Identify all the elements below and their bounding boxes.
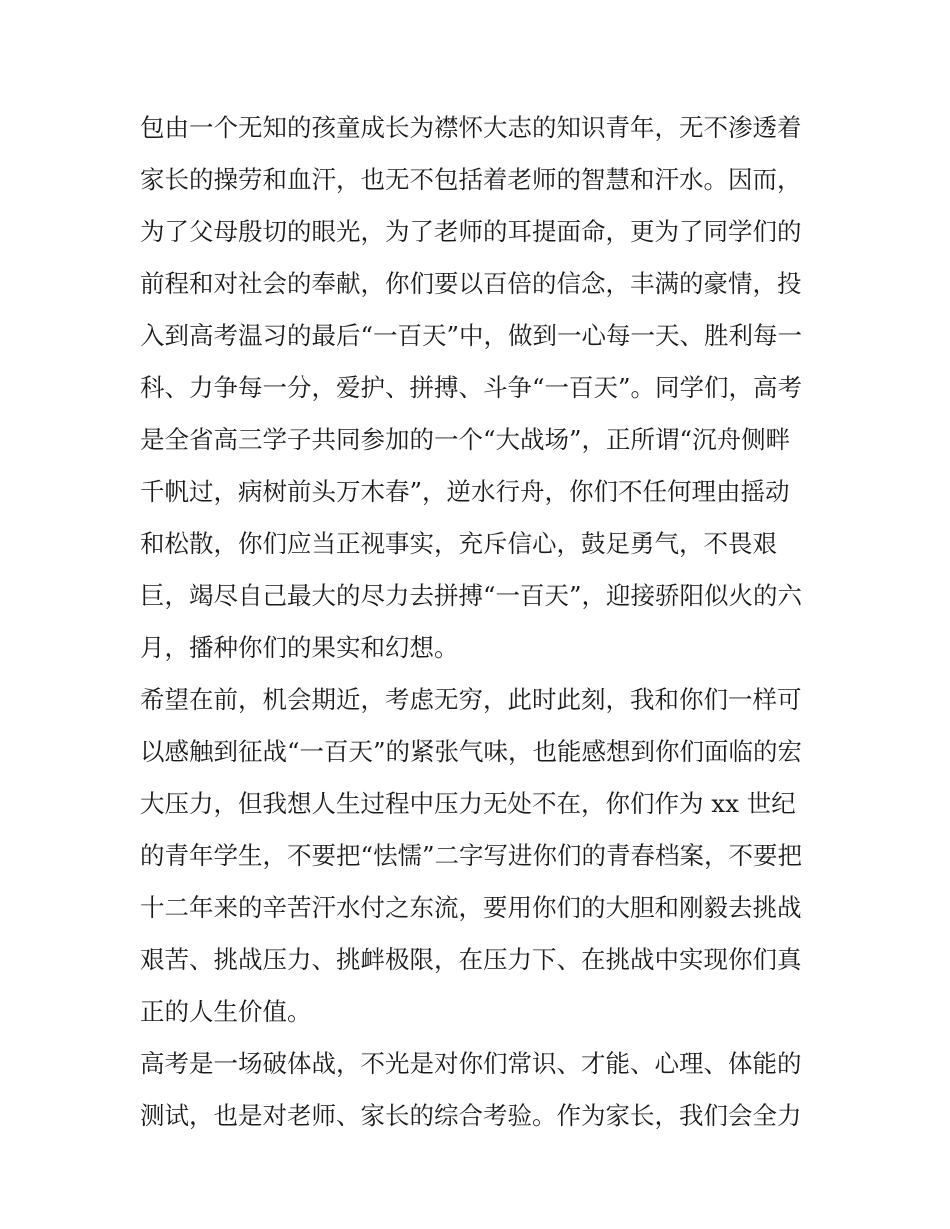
text-line: 希望在前，机会期近，考虑无穷，此时此刻，我和你们一样可 [140, 685, 802, 714]
text-line: 巨，竭尽自己最大的尽力去拼搏“一百天”，迎接骄阳似火的六 [140, 581, 803, 610]
text-line: 十二年来的辛苦汗水付之东流，要用你们的大胆和刚毅去挑战 [140, 893, 802, 922]
document-body [140, 102, 820, 1142]
text-line: 以感触到征战“一百天”的紧张气味，也能感想到你们面临的宏 [140, 737, 803, 766]
text-line: 高考是一场破体战，不光是对你们常识、才能、心理、体能的 [140, 1049, 802, 1078]
text-line: 为了父母殷切的眼光，为了老师的耳提面命，更为了同学们的 [140, 217, 802, 246]
text-line: 测试，也是对老师、家长的综合考验。作为家长，我们会全力 [140, 1101, 802, 1130]
text-line: 和松散，你们应当正视事实，充斥信心，鼓足勇气，不畏艰 [140, 529, 777, 558]
text-line: 入到高考温习的最后“一百天”中，做到一心每一天、胜利每一 [140, 321, 803, 350]
text-line: 家长的操劳和血汗，也无不包括着老师的智慧和汗水。因而， [140, 165, 802, 194]
text-line: 正的人生价值。 [140, 997, 312, 1026]
text-line: 千帆过，病树前头万木春”，逆水行舟，你们不任何理由摇动 [140, 477, 790, 506]
text-line: 科、力争每一分，爱护、拼搏、斗争“一百天”。同学们，高考 [140, 373, 803, 402]
text-line: 的青年学生，不要把“怯懦”二字写进你们的青春档案，不要把 [140, 841, 803, 870]
text-line: 艰苦、挑战压力、挑衅极限，在压力下、在挑战中实现你们真 [140, 945, 802, 974]
text-line: 月，播种你们的果实和幻想。 [140, 633, 459, 662]
text-line: 是全省高三学子共同参加的一个“大战场”，正所谓“沉舟侧畔 [140, 425, 791, 454]
text-line: 前程和对社会的奉献，你们要以百倍的信念，丰满的豪情，投 [140, 269, 802, 298]
text-line: 包由一个无知的孩童成长为襟怀大志的知识青年，无不渗透着 [140, 113, 802, 142]
text-line: 大压力，但我想人生过程中压力无处不在，你们作为 xx 世纪 [140, 789, 796, 818]
